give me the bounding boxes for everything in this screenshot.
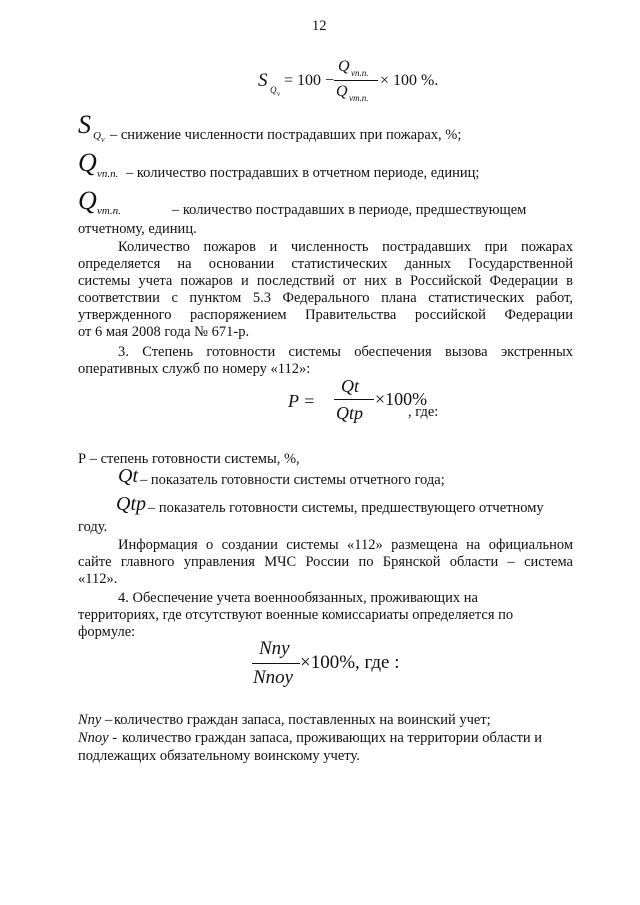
formula1-denominator: Q: [336, 83, 348, 100]
def7-text: количество граждан запаса, поставленных на воинский учет;: [114, 712, 491, 728]
formula3-numerator: Nny: [259, 638, 290, 659]
formula1-numerator: Q: [338, 58, 350, 75]
def2-symbol: Q: [78, 148, 97, 177]
def3-text-line1: – количество пострадавших в периоде, предшествующем: [172, 202, 527, 218]
formula1-numerator-sub: vn.n.: [351, 68, 369, 78]
def5-text: – показатель готовности системы отчетного года;: [140, 472, 445, 488]
formula1-tail: × 100 %.: [380, 72, 439, 89]
para1-line: системы учета пожаров и последствий от них в Российской Федерации в: [78, 273, 573, 289]
formula3-denominator: Nnoy: [253, 667, 294, 688]
item4-line: 4. Обеспечение учета военнообязанных, проживающих на: [118, 590, 478, 606]
def8-symbol: Nnoy -: [78, 730, 118, 746]
def8-text-line1: количество граждан запаса, проживающих на территории области и: [122, 730, 543, 746]
para2-line: сайте главного управления МЧС России по Брянской области – система: [78, 554, 573, 570]
para1-line: определяется на основании статистических данных Государственной: [78, 256, 573, 272]
para2-line: Информация о создании системы «112» размещена на официальном: [118, 537, 573, 553]
item3-line: 3. Степень готовности системы обеспечения вызова экстренных: [118, 344, 573, 360]
def2-sub: vn.n.: [97, 168, 119, 180]
def4-text: Р – степень готовности системы, %,: [78, 451, 300, 467]
formula2-tail: ×100%: [375, 389, 428, 409]
formula2-lhs: P =: [288, 391, 316, 411]
def1-text: – снижение численности пострадавших при пожарах, %;: [110, 127, 462, 143]
formula2-fraction-bar: [334, 399, 374, 400]
def3-text-line2: отчетному, единиц.: [78, 221, 197, 237]
def2-text: – количество пострадавших в отчетном периоде, единиц;: [126, 165, 480, 181]
formula3-fraction-bar: [252, 663, 300, 664]
def1-sub2: v: [101, 135, 105, 144]
page-number: 12: [312, 18, 327, 34]
para1-line: утвержденного распоряжением Правительства российской Федерации: [78, 307, 573, 323]
formula1-equals: = 100 −: [284, 72, 335, 89]
def7-symbol: Nny –: [78, 712, 113, 728]
def3-sub: vm.n.: [97, 205, 121, 217]
para1-line: от 6 мая 2008 года № 671-р.: [78, 324, 250, 340]
formula2-suffix: , где:: [408, 404, 439, 420]
def1-symbol: S: [78, 110, 91, 139]
formula1-fraction-bar: [334, 80, 378, 81]
def8-text-line2: подлежащих обязательному воинскому учету.: [78, 748, 360, 764]
formula3-tail: ×100%, где :: [300, 652, 400, 673]
item4-line: территориях, где отсутствуют военные комиссариаты определяется по: [78, 607, 514, 623]
formula1-denominator-sub: vm.n.: [349, 93, 369, 103]
formula1-lhs: S: [258, 70, 268, 91]
formula1-lhs-sub2: v: [277, 90, 281, 98]
def5-symbol: Qt: [118, 465, 138, 487]
def1-sub: Q: [93, 130, 101, 142]
item3-line: оперативных служб по номеру «112»:: [78, 361, 311, 377]
para1-line: соответствии с пунктом 5.3 Федерального плана статистических работ,: [78, 290, 573, 306]
formula2-denominator: Qtp: [336, 403, 363, 423]
def6-text-line1: – показатель готовности системы, предшествующего отчетному: [148, 500, 544, 516]
def3-symbol: Q: [78, 186, 97, 215]
def6-symbol: Qtp: [116, 493, 146, 515]
def6-text-line2: году.: [78, 519, 108, 535]
para2-line: «112».: [78, 571, 118, 587]
formula1-lhs-sub: Q: [270, 85, 277, 95]
para1-line: Количество пожаров и численность пострадавших при пожарах: [118, 239, 573, 255]
formula2-numerator: Qt: [341, 376, 359, 396]
item4-line: формуле:: [78, 624, 136, 640]
